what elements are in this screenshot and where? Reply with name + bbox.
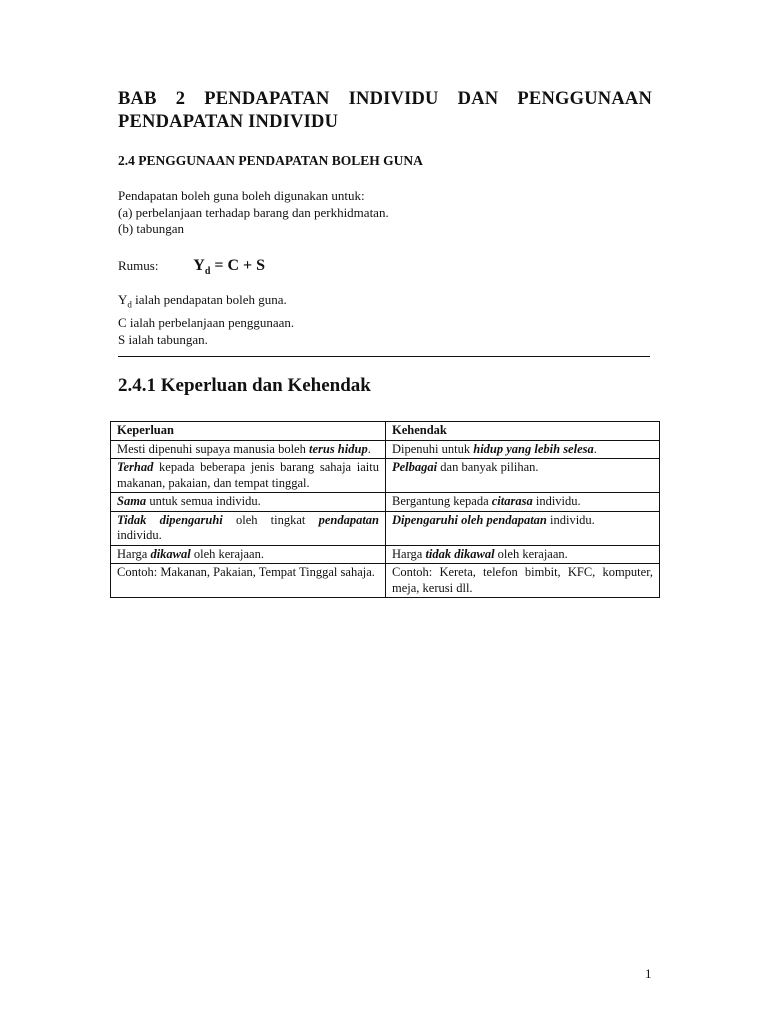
emphasis-text: Sama [117, 494, 147, 508]
cell-keperluan [111, 493, 386, 512]
cell-text: . [593, 441, 597, 456]
table-row [111, 459, 660, 493]
formula-label: Rumus: [118, 258, 159, 273]
cell-text: oleh tingkat [222, 512, 319, 527]
yd-text: ialah pendapatan boleh guna. [131, 292, 287, 307]
emphasis-text: citarasa [491, 494, 533, 508]
emphasis-text: terus hidup [308, 441, 368, 456]
cell-kehendak [386, 459, 660, 493]
table-row [111, 511, 660, 545]
definitions-block [118, 291, 294, 348]
formula-lhs-subscript: d [204, 266, 211, 278]
cell-kehendak [386, 440, 660, 459]
list-item-b: (b) tabungan [118, 221, 185, 236]
yd-symbol: Y [118, 292, 128, 307]
intro-text: Pendapatan boleh guna boleh digunakan untuk: [118, 188, 365, 203]
emphasis-text: pendapatan [318, 512, 379, 527]
cell-text: Mesti dipenuhi supaya manusia boleh [117, 441, 309, 456]
cell-kehendak [386, 493, 660, 512]
formula-rhs: = C + S [210, 257, 266, 274]
cell-text: Contoh: Kereta, telefon bimbit, KFC, komputer, meja, kerusi dll. [392, 565, 653, 595]
cell-keperluan [111, 440, 386, 459]
cell-text: untuk semua individu. [146, 494, 261, 508]
cell-text: dan banyak pilihan. [437, 460, 539, 474]
table-row [111, 564, 660, 598]
cell-kehendak [386, 564, 660, 598]
table-body [111, 440, 660, 598]
cell-text: individu. [532, 494, 581, 508]
cell-keperluan [111, 459, 386, 493]
cell-text: Contoh: Makanan, Pakaian, Tempat Tinggal sahaja. [117, 565, 375, 579]
list-item-a: (a) perbelanjaan terhadap barang dan perkhidmatan. [118, 204, 389, 220]
cell-keperluan [111, 511, 386, 545]
table-row [111, 493, 660, 512]
cell-text: oleh kerajaan. [494, 546, 568, 561]
formula-lhs: Y [193, 257, 205, 274]
subsection-heading: 2.4.1 Keperluan dan Kehendak [118, 375, 371, 396]
column-header-kehendak: Kehendak [386, 422, 660, 441]
yd-subscript: d [127, 299, 132, 310]
cell-keperluan [111, 564, 386, 598]
cell-text: Harga [117, 546, 151, 561]
formula-line [118, 257, 265, 277]
cell-text: Bergantung kepada [392, 494, 492, 508]
table-row [111, 440, 660, 459]
cell-text: oleh kerajaan. [190, 546, 264, 561]
definition-c: C ialah perbelanjaan penggunaan. [118, 314, 295, 330]
horizontal-divider [118, 356, 650, 357]
emphasis-text: tidak dikawal [425, 546, 495, 561]
definition-s: S ialah tabungan. [118, 331, 208, 347]
comparison-table [110, 421, 660, 598]
cell-text: individu. [117, 528, 162, 542]
emphasis-text: Tidak dipengaruhi [117, 512, 223, 527]
intro-block [118, 188, 389, 238]
chapter-title: BAB 2 PENDAPATAN INDIVIDU DAN PENGGUNAAN PENDAPATAN INDIVIDU [118, 89, 652, 132]
cell-kehendak [386, 511, 660, 545]
emphasis-text: Terhad [117, 460, 154, 474]
emphasis-text: dikawal [150, 546, 191, 561]
cell-keperluan [111, 545, 386, 564]
cell-text: kepada beberapa jenis barang sahaja iaitu makanan, pakaian, dan tempat tinggal. [117, 460, 379, 490]
section-heading: 2.4 PENGGUNAAN PENDAPATAN BOLEH GUNA [118, 153, 423, 168]
cell-text: . [367, 441, 371, 456]
cell-text: individu. [546, 512, 595, 527]
cell-text: Harga [392, 546, 426, 561]
emphasis-text: Dipengaruhi oleh pendapatan [392, 512, 547, 527]
column-header-keperluan: Keperluan [111, 422, 386, 441]
page-number: 1 [645, 966, 652, 981]
emphasis-text: hidup yang lebih selesa [473, 441, 594, 456]
table-row [111, 545, 660, 564]
formula-expression [193, 257, 266, 278]
emphasis-text: Pelbagai [392, 460, 438, 474]
definition-yd [118, 291, 294, 314]
cell-text: Dipenuhi untuk [392, 441, 474, 456]
table-header-row [111, 422, 660, 441]
cell-kehendak [386, 545, 660, 564]
